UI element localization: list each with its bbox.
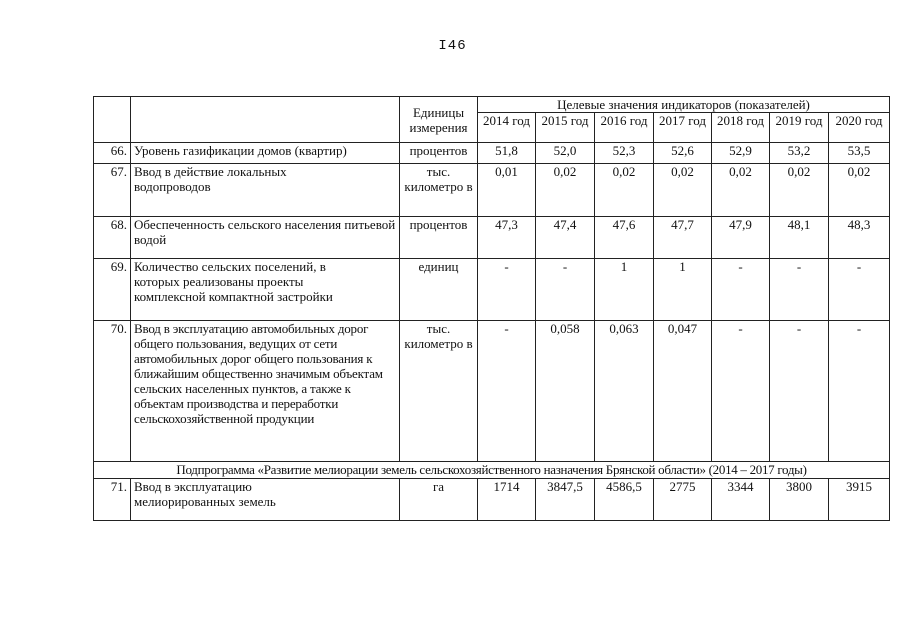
table-row (94, 321, 890, 462)
header-unit: Единицы измерения (400, 97, 478, 143)
table-row (94, 143, 890, 164)
header-year: 2020 год (829, 113, 890, 143)
value-cell: 0,02 (829, 164, 890, 217)
indicator-name: Уровень газификации домов (квартир) (131, 143, 400, 164)
value-cell: 0,02 (712, 164, 770, 217)
value-cell: - (829, 321, 890, 462)
value-cell: 0,02 (770, 164, 829, 217)
value-cell: - (829, 259, 890, 321)
table-row (94, 164, 890, 217)
indicator-name: Ввод в эксплуатацию мелиорированных земель (131, 479, 400, 521)
table-row (94, 217, 890, 259)
indicator-name: Ввод в действие локальных водопроводов (131, 164, 400, 217)
indicator-name: Количество сельских поселений, в которых реализованы проекты комплексной компактной застройки (131, 259, 400, 321)
unit-cell: процентов (400, 143, 478, 164)
value-cell: 4586,5 (595, 479, 654, 521)
value-cell: 0,063 (595, 321, 654, 462)
value-cell: - (712, 259, 770, 321)
value-cell: 0,02 (654, 164, 712, 217)
value-cell: 0,058 (536, 321, 595, 462)
table-row (94, 479, 890, 521)
header-row-1 (94, 97, 890, 113)
header-year: 2017 год (654, 113, 712, 143)
value-cell: 1 (654, 259, 712, 321)
value-cell: 47,6 (595, 217, 654, 259)
value-cell: 1714 (478, 479, 536, 521)
header-year: 2018 год (712, 113, 770, 143)
indicators-table (93, 96, 890, 521)
header-name-cell (131, 97, 400, 143)
value-cell: 3847,5 (536, 479, 595, 521)
unit-cell: единиц (400, 259, 478, 321)
value-cell: 0,02 (536, 164, 595, 217)
value-cell: 53,2 (770, 143, 829, 164)
header-year: 2019 год (770, 113, 829, 143)
value-cell: 48,1 (770, 217, 829, 259)
row-number: 70. (94, 321, 131, 462)
value-cell: - (770, 259, 829, 321)
value-cell: 3344 (712, 479, 770, 521)
indicator-name: Обеспеченность сельского населения питьевой водой (131, 217, 400, 259)
value-cell: 47,7 (654, 217, 712, 259)
value-cell: 52,9 (712, 143, 770, 164)
value-cell: 47,4 (536, 217, 595, 259)
subprogram-title: Подпрограмма «Развитие мелиорации земель сельскохозяйственного назначения Брянской области» (2014 – 2017 годы) (94, 462, 890, 479)
indicator-name: Ввод в эксплуатацию автомобильных дорог общего пользования, ведущих от сети автомобильных дорог общего пользования к ближайшим общественно значимым объектам сельских населенных пунктов, а также к объектам производства и переработки сельскохозяйственной продукции (131, 321, 400, 462)
unit-cell: процентов (400, 217, 478, 259)
value-cell: 47,3 (478, 217, 536, 259)
header-num-cell (94, 97, 131, 143)
header-year: 2014 год (478, 113, 536, 143)
value-cell: 48,3 (829, 217, 890, 259)
table-row (94, 259, 890, 321)
header-target-values: Целевые значения индикаторов (показателей) (478, 97, 890, 113)
value-cell: - (536, 259, 595, 321)
unit-cell: тыс. километро в (400, 164, 478, 217)
unit-cell: га (400, 479, 478, 521)
value-cell: 0,02 (595, 164, 654, 217)
row-number: 68. (94, 217, 131, 259)
value-cell: 0,01 (478, 164, 536, 217)
row-number: 71. (94, 479, 131, 521)
value-cell: 52,0 (536, 143, 595, 164)
header-year: 2015 год (536, 113, 595, 143)
value-cell: - (478, 321, 536, 462)
value-cell: 52,3 (595, 143, 654, 164)
value-cell: 53,5 (829, 143, 890, 164)
value-cell: - (770, 321, 829, 462)
value-cell: 1 (595, 259, 654, 321)
unit-cell: тыс. километро в (400, 321, 478, 462)
subprogram-row (94, 462, 890, 479)
row-number: 69. (94, 259, 131, 321)
row-number: 67. (94, 164, 131, 217)
value-cell: 0,047 (654, 321, 712, 462)
value-cell: 52,6 (654, 143, 712, 164)
page-number: I46 (438, 38, 467, 54)
row-number: 66. (94, 143, 131, 164)
value-cell: - (478, 259, 536, 321)
value-cell: 47,9 (712, 217, 770, 259)
header-year: 2016 год (595, 113, 654, 143)
value-cell: 3915 (829, 479, 890, 521)
value-cell: 3800 (770, 479, 829, 521)
value-cell: - (712, 321, 770, 462)
value-cell: 51,8 (478, 143, 536, 164)
value-cell: 2775 (654, 479, 712, 521)
